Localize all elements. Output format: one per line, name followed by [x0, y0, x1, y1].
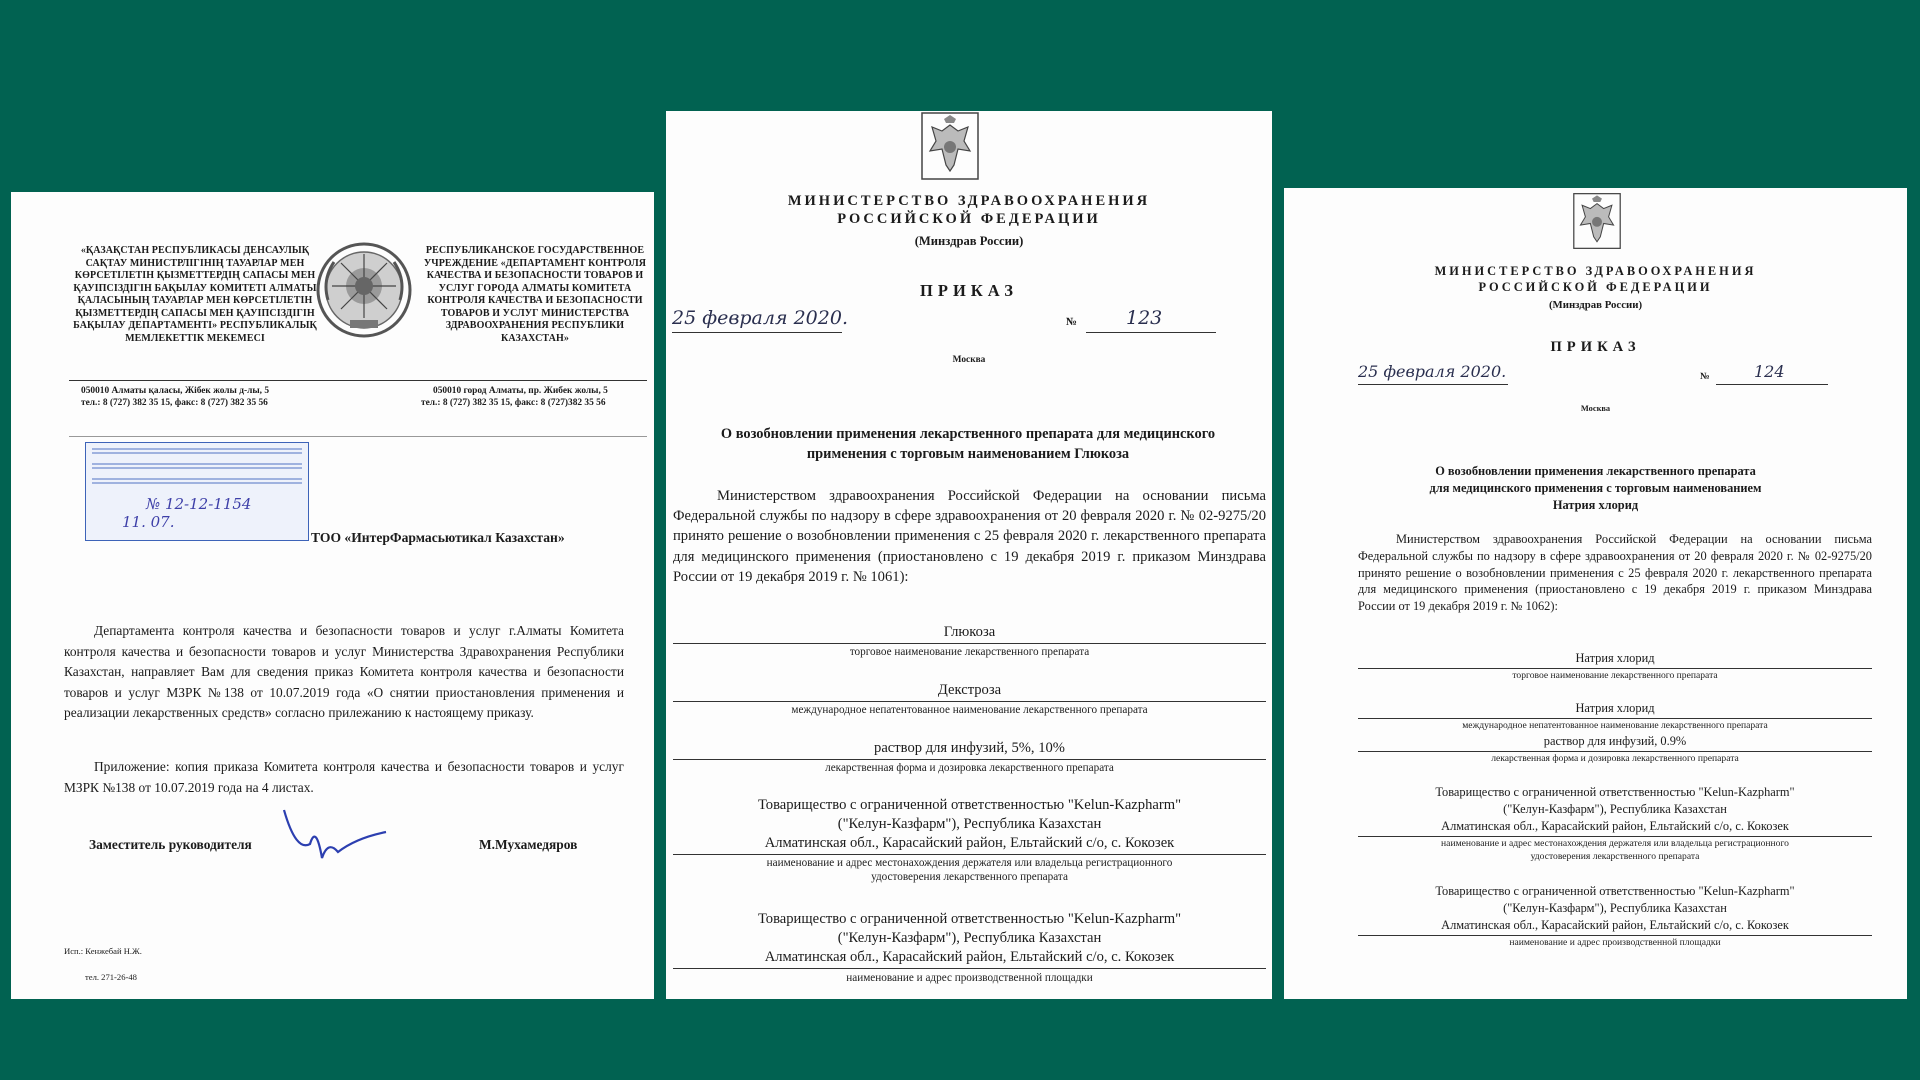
holder-caption-line2: удостоверения лекарственного препарата: [1530, 851, 1700, 862]
site-line: [1358, 935, 1872, 936]
dosage-form-caption: лекарственная форма и дозировка лекарственного препарата: [1491, 753, 1739, 764]
recipient: ТОО «ИнтерФармасьютикал Казахстан»: [311, 530, 565, 545]
order-123: [666, 111, 1272, 999]
ministry-line1: МИНИСТЕРСТВО ЗДРАВООХРАНЕНИЯ: [1434, 264, 1757, 278]
site-line2: ("Келун-Казфарм"), Республика Казахстан: [1503, 901, 1727, 915]
inn-caption: международное непатентованное наименование лекарственного препарата: [791, 704, 1148, 716]
inn-name: Декстроза: [937, 682, 1002, 698]
order-number: 123: [1126, 307, 1163, 329]
trade-name: Натрия хлорид: [1575, 651, 1655, 665]
ministry-short: (Минздрав России): [1548, 299, 1643, 311]
trade-name-line: [673, 643, 1266, 644]
stamp-number: № 12-12-1154: [146, 495, 252, 513]
order-city: Москва: [952, 355, 986, 365]
kazakhstan-emblem-icon: [314, 240, 414, 340]
header-divider: [69, 380, 647, 381]
holder-line3: Алматинская обл., Карасайский район, Ельтайский с/о, с. Кокозек: [1441, 819, 1789, 833]
order-number: 124: [1754, 362, 1785, 381]
site-line3: Алматинская обл., Карасайский район, Ельтайский с/о, с. Кокозек: [1441, 918, 1789, 932]
holder-caption-line1: наименование и адрес местонахождения держателя или владельца регистрационного: [1441, 838, 1789, 849]
dosage-form: раствор для инфузий, 5%, 10%: [874, 740, 1065, 756]
order-city: Москва: [1580, 404, 1611, 413]
number-label: №: [1700, 371, 1710, 382]
russian-coat-of-arms-icon: [1572, 192, 1622, 250]
site-line1: Товарищество с ограниченной ответственностью "Kelun-Kazpharm": [757, 911, 1182, 927]
ministry-line2: РОССИЙСКОЙ ФЕДЕРАЦИИ: [837, 211, 1101, 227]
inn-caption: международное непатентованное наименование лекарственного препарата: [1462, 720, 1768, 731]
order-date: 25 февраля 2020.: [672, 307, 848, 329]
dosage-form-caption: лекарственная форма и дозировка лекарственного препарата: [825, 762, 1114, 774]
order-word: ПРИКАЗ: [1550, 339, 1641, 355]
date-underline: [1358, 384, 1508, 385]
holder-line: [1358, 836, 1872, 837]
ministry-line1: МИНИСТЕРСТВО ЗДРАВООХРАНЕНИЯ: [787, 193, 1151, 209]
trade-name-line: [1358, 668, 1872, 669]
stamp-date: 11. 07.: [122, 513, 175, 531]
dosage-form-line: [1358, 751, 1872, 752]
holder-line2: ("Келун-Казфарм"), Республика Казахстан: [1503, 802, 1727, 816]
letter-kazakhstan: [11, 192, 654, 999]
holder-line2: ("Келун-Казфарм"), Республика Казахстан: [837, 816, 1102, 832]
address-kz-line2: тел.: 8 (727) 382 35 15, факс: 8 (727) 382 35 56: [81, 398, 268, 408]
holder-caption-line1: наименование и адрес местонахождения держателя или владельца регистрационного: [766, 857, 1173, 869]
address-divider: [69, 436, 647, 437]
order-title-line3: Натрия хлорид: [1552, 498, 1639, 512]
number-underline: [1086, 332, 1216, 333]
order-body: Министерством здравоохранения Российской Федерации на основании письма Федеральной службы по надзору в сфере здравоохранения от 20 февраля 2020 г. № 02-9275/20 принято решение о возобновлении применения с 25 февраля 2020 г. лекарственного препарата для медицинского применения (приостановлено с 19 декабря 2019 г. приказом Минздрава России от 19 декабря 2019 г. № 1062):: [1358, 532, 1872, 614]
address-ru-line1: 050010 город Алматы, пр. Жибек жолы, 5: [433, 386, 608, 396]
inn-line: [673, 701, 1266, 702]
trade-name-caption: торговое наименование лекарственного препарата: [1512, 670, 1718, 681]
date-underline: [672, 332, 842, 333]
inn-name: Натрия хлорид: [1575, 701, 1655, 715]
site-line: [673, 968, 1266, 969]
header-kazakh: «ҚАЗАҚСТАН РЕСПУБЛИКАСЫ ДЕНСАУЛЫҚ САҚТАУ МИНИСТРЛІГІНІҢ ТАУАРЛАР МЕН КӨРСЕТІЛЕТІН ҚЫЗМЕТТЕРДІҢ САПАСЫ МЕН ҚАУІПСІЗДІГІН БАҚЫЛАУ КОМИТЕТІ АЛМАТЫ ҚАЛАСЫНЫҢ ТАУАРЛАР МЕН КӨРСЕТІЛЕТІН ҚЫЗМЕТТЕРДІҢ САПАСЫ МЕН ҚАУІПСІЗДІГІН БАҚЫЛАУ ДЕПАРТАМЕНТІ» РЕСПУБЛИКАЛЫҚ МЕМЛЕКЕТТІК МЕКЕМЕСІ: [73, 245, 317, 344]
number-label: №: [1066, 316, 1078, 328]
order-124: [1284, 188, 1907, 999]
holder-caption-line2: удостоверения лекарственного препарата: [871, 871, 1068, 883]
russian-coat-of-arms-icon: [920, 111, 980, 181]
registration-stamp: [85, 442, 309, 541]
address-ru-line2: тел.: 8 (727) 382 35 15, факс: 8 (727)382 35 56: [421, 398, 606, 408]
order-word: ПРИКАЗ: [920, 281, 1018, 300]
holder-line1: Товарищество с ограниченной ответственностью "Kelun-Kazpharm": [1435, 785, 1795, 799]
order-body: Министерством здравоохранения Российской Федерации на основании письма Федеральной службы по надзору в сфере здравоохранения от 20 февраля 2020 г. № 02-9275/20 принято решение о возобновлении применения с 25 февраля 2020 г. лекарственного препарата для медицинского применения (приостановлено с 19 декабря 2019 г. приказом Минздрава России от 19 декабря 2019 г. № 1061):: [673, 488, 1266, 585]
letter-attachment: Приложение: копия приказа Комитета контроля качества и безопасности товаров и услуг МЗРК №138 от 10.07.2019 года на 4 листах.: [64, 759, 624, 795]
address-kz-line1: 050010 Алматы қаласы, Жібек жолы д-лы, 5: [81, 386, 270, 396]
header-russian: РЕСПУБЛИКАНСКОЕ ГОСУДАРСТВЕННОЕ УЧРЕЖДЕНИЕ «ДЕПАРТАМЕНТ КОНТРОЛЯ КАЧЕСТВА И БЕЗОПАСНОСТИ ТОВАРОВ И УСЛУГ ГОРОДА АЛМАТЫ КОМИТЕТА КОНТРОЛЯ КАЧЕСТВА И БЕЗОПАСНОСТИ ТОВАРОВ И УСЛУГ МИНИСТЕРСТВА ЗДРАВООХРАНЕНИЯ РЕСПУБЛИКИ КАЗАХСТАН»: [423, 245, 647, 344]
dosage-form: раствор для инфузий, 0.9%: [1543, 734, 1687, 748]
executor-phone: тел. 271-26-48: [85, 972, 137, 982]
trade-name: Глюкоза: [943, 624, 996, 640]
order-date: 25 февраля 2020.: [1358, 362, 1507, 381]
dosage-form-line: [673, 759, 1266, 760]
number-underline: [1716, 384, 1828, 385]
executor: Исп.: Кенжебай Н.Ж.: [64, 946, 142, 956]
signer-title: Заместитель руководителя: [89, 837, 252, 852]
order-title-line1: О возобновлении применения лекарственного препарата: [1435, 464, 1756, 478]
ministry-line2: РОССИЙСКОЙ ФЕДЕРАЦИИ: [1478, 280, 1713, 294]
holder-line3: Алматинская обл., Карасайский район, Ельтайский с/о, с. Кокозек: [764, 835, 1175, 851]
site-line1: Товарищество с ограниченной ответственностью "Kelun-Kazpharm": [1435, 884, 1795, 898]
site-line2: ("Келун-Казфарм"), Республика Казахстан: [837, 930, 1102, 946]
signature-icon: [276, 802, 406, 882]
letter-body: Департамента контроля качества и безопасности товаров и услуг г.Алматы Комитета контроля качества и безопасности товаров и услуг Министерства Здравохранения Республики Казахстан, направляет Вам для сведения приказ Комитета контроля качества и безопасности товаров и услуг МЗРК №138 от 10.07.2019 года «О снятии приостановления применения и реализации лекарственных средств» согласно прилежанию к настоящему приказу.: [64, 623, 624, 720]
site-caption: наименование и адрес производственной площадки: [1509, 937, 1721, 948]
site-caption: наименование и адрес производственной площадки: [846, 972, 1093, 984]
holder-line1: Товарищество с ограниченной ответственностью "Kelun-Kazpharm": [757, 797, 1182, 813]
order-title: О возобновлении применения лекарственного препарата для медицинского применения с торговым наименованием Глюкоза: [720, 426, 1216, 462]
site-line3: Алматинская обл., Карасайский район, Ельтайский с/о, с. Кокозек: [764, 949, 1175, 965]
trade-name-caption: торговое наименование лекарственного препарата: [849, 646, 1090, 658]
signer-name: М.Мухамедяров: [479, 837, 578, 852]
inn-line: [1358, 718, 1872, 719]
order-title-line2: для медицинского применения с торговым наименованием: [1429, 481, 1762, 495]
holder-line: [673, 854, 1266, 855]
ministry-short: (Минздрав России): [914, 234, 1024, 248]
